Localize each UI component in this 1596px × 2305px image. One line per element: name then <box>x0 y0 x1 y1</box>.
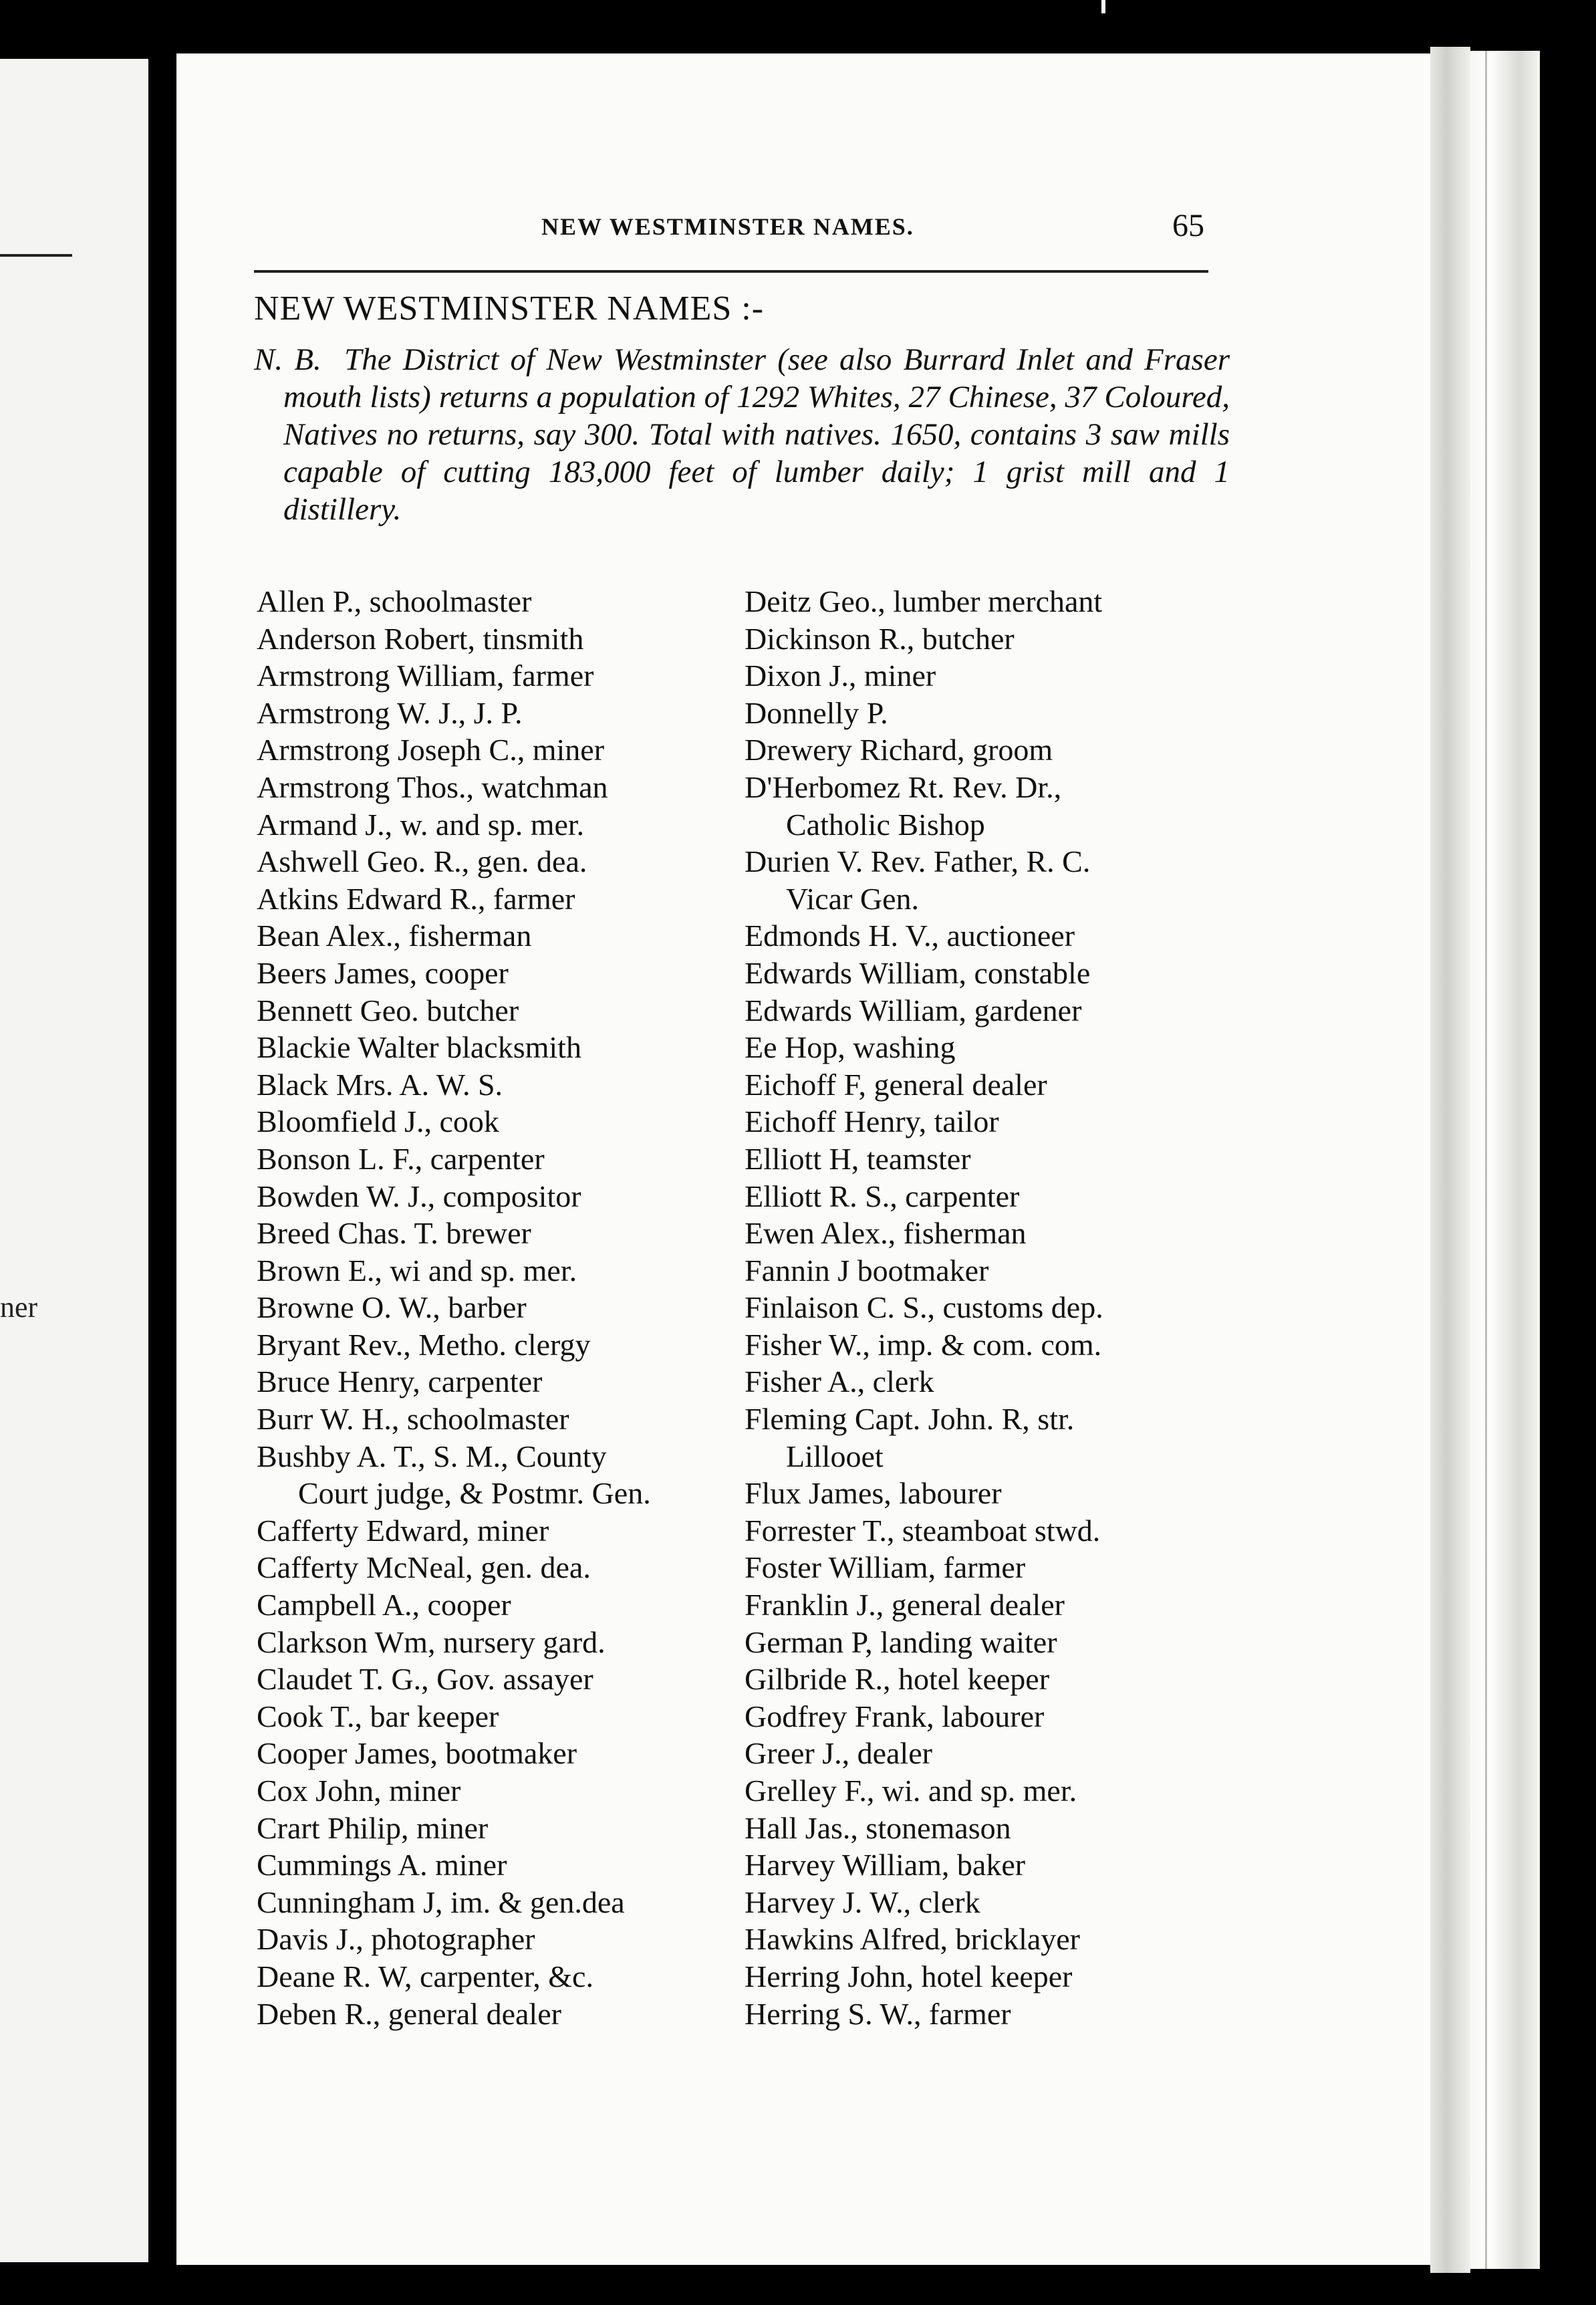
name-entry: Armstrong William, farmer <box>257 658 594 693</box>
name-entry: Campbell A., cooper <box>257 1588 511 1622</box>
name-entry: Greer J., dealer <box>745 1736 932 1771</box>
facing-page-rule <box>0 254 72 257</box>
name-entry: Forrester T., steamboat stwd. <box>745 1513 1101 1548</box>
name-entry: Cox John, miner <box>257 1774 461 1808</box>
name-entry: Beers James, cooper <box>257 955 509 990</box>
name-entry: Claudet T. G., Gov. assayer <box>257 1662 593 1697</box>
name-entry: Flux James, labourer <box>745 1476 1002 1511</box>
name-entry: Cook T., bar keeper <box>257 1699 499 1733</box>
page-edge-line <box>1485 51 1487 2269</box>
name-entry: Drewery Richard, groom <box>745 733 1053 767</box>
name-entry: Deben R., general dealer <box>257 1996 561 2031</box>
section-title: NEW WESTMINSTER NAMES :- <box>254 289 765 328</box>
name-entry: Brown E., wi and sp. mer. <box>257 1253 577 1288</box>
name-entry: Fisher A., clerk <box>745 1364 934 1399</box>
name-entry: Bushby A. T., S. M., County <box>257 1439 607 1473</box>
name-entry: Clarkson Wm, nursery gard. <box>257 1624 606 1659</box>
name-entry: Eichoff F, general dealer <box>745 1067 1047 1102</box>
name-entry: Atkins Edward R., farmer <box>257 881 575 916</box>
facing-page <box>0 59 148 2262</box>
name-entry: Cafferty McNeal, gen. dea. <box>257 1550 591 1585</box>
left-column <box>257 583 738 2032</box>
name-entry: Harvey William, baker <box>745 1848 1026 1883</box>
name-entry: Harvey J. W., clerk <box>745 1885 980 1919</box>
name-entry: Edwards William, constable <box>745 955 1091 990</box>
name-entry: German P, landing waiter <box>745 1624 1057 1659</box>
name-entry: Edmonds H. V., auctioneer <box>745 919 1075 953</box>
name-entry: Dixon J., miner <box>745 658 936 693</box>
page-edge-stack <box>1470 51 1540 2269</box>
name-entry: Edwards William, gardener <box>745 993 1082 1027</box>
header-rule <box>254 270 1208 273</box>
name-entry: Finlaison C. S., customs dep. <box>745 1290 1103 1325</box>
name-entry: Vicar Gen. <box>786 881 920 916</box>
name-entry: D'Herbomez Rt. Rev. Dr., <box>745 769 1062 804</box>
district-note <box>254 341 1230 528</box>
name-entry: Herring S. W., farmer <box>745 1996 1011 2031</box>
name-entry: Elliott R. S., carpenter <box>745 1179 1020 1213</box>
name-entry: Fannin J bootmaker <box>745 1253 989 1288</box>
name-entry: Donnelly P. <box>745 695 888 730</box>
name-entry: Bonson L. F., carpenter <box>257 1141 545 1176</box>
name-entry: Cummings A. miner <box>257 1848 507 1883</box>
name-entry: Court judge, & Postmr. Gen. <box>298 1476 651 1511</box>
name-entry: Bean Alex., fisherman <box>257 919 532 953</box>
name-entry: Cooper James, bootmaker <box>257 1736 577 1771</box>
name-entry: Bryant Rev., Metho. clergy <box>257 1327 591 1362</box>
name-entry: Bloomfield J., cook <box>257 1104 499 1139</box>
name-entry: Burr W. H., schoolmaster <box>257 1402 569 1437</box>
facing-page-fragment: ner <box>0 1291 38 1324</box>
name-entry: Davis J., photographer <box>257 1922 535 1957</box>
name-entry: Ashwell Geo. R., gen. dea. <box>257 844 587 879</box>
note-text: The District of New Westminster (see also Burrard Inlet and Fraser mouth lists) returns a population of 1292 Whites, 27 Chinese, 37 Coloured, Natives no returns, say 300. Total with natives. 1650, contains 3 saw mills capable of cutting 183,000 feet of lumber daily; 1 grist mill and 1 distillery. <box>283 342 1230 527</box>
name-entry: Elliott H, teamster <box>745 1141 971 1176</box>
name-entry: Allen P., schoolmaster <box>257 584 532 618</box>
name-entry: Herring John, hotel keeper <box>745 1959 1073 1993</box>
name-entry: Cunningham J, im. & gen.dea <box>257 1885 625 1919</box>
name-entry: Dickinson R., butcher <box>745 621 1015 656</box>
page-edge <box>1430 47 1470 2273</box>
name-entry: Armstrong W. J., J. P. <box>257 695 523 730</box>
name-entry: Catholic Bishop <box>786 807 985 842</box>
note-label: N. B. <box>254 342 321 377</box>
name-entry: Deitz Geo., lumber merchant <box>745 584 1103 618</box>
name-entry: Black Mrs. A. W. S. <box>257 1067 503 1102</box>
name-entry: Armstrong Thos., watchman <box>257 769 608 804</box>
name-entry: Franklin J., general dealer <box>745 1588 1065 1622</box>
name-entry: Anderson Robert, tinsmith <box>257 621 584 656</box>
name-entry: Lillooet <box>786 1439 884 1473</box>
name-entry: Armstrong Joseph C., miner <box>257 733 605 767</box>
name-entry: Durien V. Rev. Father, R. C. <box>745 844 1091 879</box>
name-entry: Bruce Henry, carpenter <box>257 1364 543 1399</box>
name-entry: Eichoff Henry, tailor <box>745 1104 999 1139</box>
name-entry: Bennett Geo. butcher <box>257 993 519 1027</box>
name-entry: Blackie Walter blacksmith <box>257 1030 581 1065</box>
name-entry: Foster William, farmer <box>745 1550 1026 1585</box>
name-entry: Grelley F., wi. and sp. mer. <box>745 1774 1077 1808</box>
page-header <box>257 208 1206 253</box>
name-entry: Browne O. W., barber <box>257 1290 527 1325</box>
name-entry: Hawkins Alfred, bricklayer <box>745 1922 1081 1957</box>
name-entry: Deane R. W, carpenter, &c. <box>257 1959 593 1993</box>
name-entry: Armand J., w. and sp. mer. <box>257 807 585 842</box>
name-entry: Cafferty Edward, miner <box>257 1513 549 1548</box>
name-entry: Fisher W., imp. & com. com. <box>745 1327 1102 1362</box>
name-entry: Crart Philip, miner <box>257 1810 489 1845</box>
name-entry: Breed Chas. T. brewer <box>257 1216 531 1251</box>
name-entry: Bowden W. J., compositor <box>257 1179 581 1213</box>
name-entry: Hall Jas., stonemason <box>745 1810 1011 1845</box>
right-column <box>745 583 1239 2032</box>
page-number: 65 <box>1172 208 1204 243</box>
name-entry: Fleming Capt. John. R, str. <box>745 1402 1075 1437</box>
name-entry: Gilbride R., hotel keeper <box>745 1662 1050 1697</box>
name-entry: Ee Hop, washing <box>745 1030 956 1065</box>
running-head: NEW WESTMINSTER NAMES. <box>541 213 914 240</box>
name-entry: Ewen Alex., fisherman <box>745 1216 1027 1251</box>
name-entry: Godfrey Frank, labourer <box>745 1699 1045 1733</box>
scan-mark <box>1101 0 1105 13</box>
